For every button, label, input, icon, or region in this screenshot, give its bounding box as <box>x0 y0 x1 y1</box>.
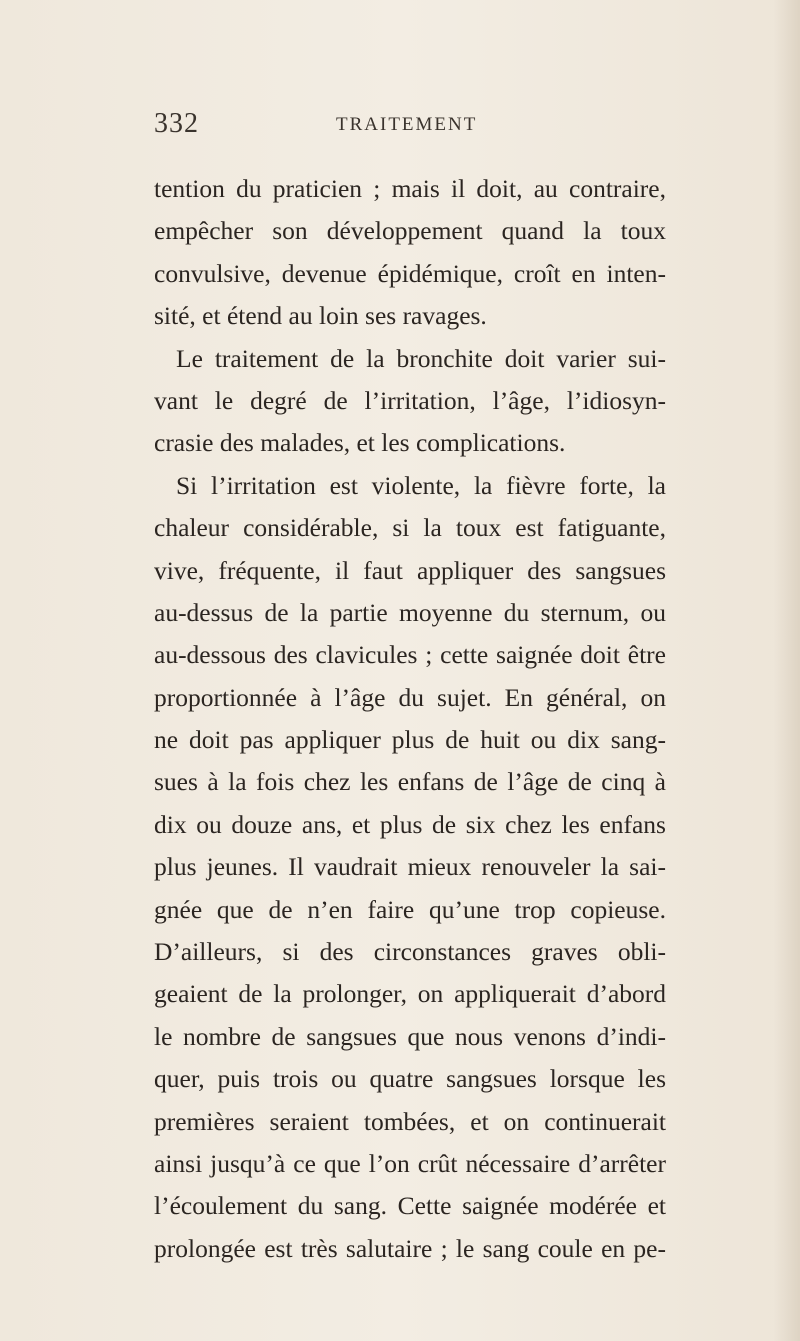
text-line: gnée que de n’en faire qu’une trop copieuse. <box>154 894 666 924</box>
running-title: TRAITEMENT <box>336 114 478 135</box>
body-text <box>154 168 666 1270</box>
text-line: chaleur considérable, si la toux est fatiguante, <box>154 513 666 543</box>
text-line: geaient de la prolonger, on appliquerait d’abord <box>154 979 666 1009</box>
page-number: 332 <box>154 108 199 139</box>
text-line: sité, et étend au loin ses ravages. <box>154 301 487 331</box>
text-line: le nombre de sangsues que nous venons d’indi- <box>154 1021 666 1051</box>
text-line: quer, puis trois ou quatre sangsues lorsque les <box>154 1064 666 1094</box>
text-line: ne doit pas appliquer plus de huit ou dix sang- <box>154 725 666 755</box>
text-line: Si l’irritation est violente, la fièvre forte, la <box>176 470 666 500</box>
text-line: au-dessus de la partie moyenne du sternum, ou <box>154 597 666 627</box>
text-line: Le traitement de la bronchite doit varier sui- <box>176 343 666 373</box>
text-line: plus jeunes. Il vaudrait mieux renouveler la sai- <box>154 852 666 882</box>
page-header <box>154 108 666 144</box>
text-line: ainsi jusqu’à ce que l’on crût nécessaire d’arrêter <box>154 1148 666 1178</box>
text-line: empêcher son développement quand la toux <box>154 216 666 246</box>
text-line: sues à la fois chez les enfans de l’âge de cinq à <box>154 767 666 797</box>
text-line: l’écoulement du sang. Cette saignée modérée et <box>154 1191 666 1221</box>
text-line: prolongée est très salutaire ; le sang coule en pe- <box>154 1233 666 1263</box>
text-line: D’ailleurs, si des circonstances graves obli- <box>154 937 666 967</box>
text-line: vive, fréquente, il faut appliquer des sangsues <box>154 555 666 585</box>
page-edge-shadow <box>774 0 800 1341</box>
text-line: vant le degré de l’irritation, l’âge, l’idiosyn- <box>154 385 666 415</box>
text-line: tention du praticien ; mais il doit, au contraire, <box>154 174 666 203</box>
text-line: premières seraient tombées, et on continuerait <box>154 1106 666 1136</box>
text-line: au-dessous des clavicules ; cette saignée doit être <box>154 640 666 670</box>
text-line: proportionnée à l’âge du sujet. En général, on <box>154 682 666 712</box>
text-line: dix ou douze ans, et plus de six chez les enfans <box>154 809 666 839</box>
text-line: convulsive, devenue épidémique, croît en inten- <box>154 258 666 288</box>
text-line: crasie des malades, et les complications. <box>154 428 566 458</box>
